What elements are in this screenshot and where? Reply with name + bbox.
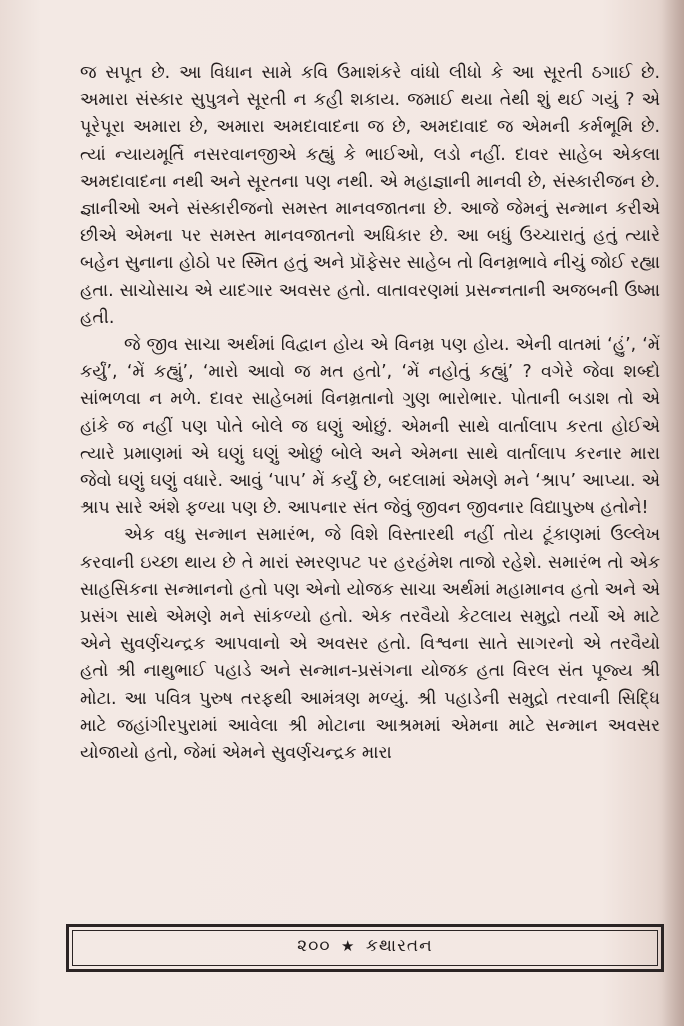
star-icon: ★ (341, 937, 356, 955)
paragraph-3: એક વધુ સન્માન સમારંભ, જે વિશે વિસ્તારથી નહીં તોય ટૂંકાણમાં ઉલ્લેખ કરવાની ઇચ્છા થાય છે તે મારાં સ્મરણપટ પર હરહંમેશ તાજો રહેશે. સમારંભ તો એક સાહસિકના સન્માનનો હતો પણ એનો યોજક સાચા અર્થમાં મહામાનવ હતો અને એ પ્રસંગ સાથે એમણે મને સાંકળ્યો હતો. એક તરવૈયો કેટલાય સમુદ્રો તર્યો એ માટે એને સુવર્ણચન્દ્રક આપવાનો એ અવસર હતો. વિશ્વના સાતે સાગરનો એ તરવૈયો હતો શ્રી નાથુભાઈ પહાડે અને સન્માન-પ્રસંગના યોજક હતા વિરલ સંત પૂજ્ય શ્રી મોટા. આ પવિત્ર પુરુષ તરફથી આમંત્રણ મળ્યું. શ્રી પહાડેની સમુદ્રો તરવાની સિદ્ધિ માટે જહાંગીરપુરામાં આવેલા શ્રી મોટાના આશ્રમમાં એમના માટે સન્માન અવસર યોજાયો હતો, જેમાં એમને સુવર્ણચન્દ્રક મારા (80, 525, 660, 764)
page-number: ૨૦૦ (297, 936, 331, 956)
page-edge-shadow (662, 0, 684, 1026)
footer-line (69, 936, 661, 956)
paragraph-1: જ સપૂત છે. આ વિધાન સામે કવિ ઉમાશંકરે વાંધો લીધો કે આ સૂરતી ઠગાઈ છે. અમારા સંસ્કાર સુપુત્રને સૂરતી ન કહી શકાય. જમાઈ થયા તેથી શું થઈ ગયું ? એ પૂરેપૂરા અમારા છે, અમારા અમદાવાદના જ છે, અમદાવાદ જ એમની કર્મભૂમિ છે. ત્યાં ન્યાયમૂર્તિ નસરવાનજીએ કહ્યું કે ભાઈઓ, લડો નહીં. દાવર સાહેબ એકલા અમદાવાદના નથી અને સૂરતના પણ નથી. એ મહાજ્ઞાની માનવી છે, સંસ્કારીજન છે. જ્ઞાનીઓ અને સંસ્કારીજનો સમસ્ત માનવજાતના છે. આજે જેમનું સન્માન કરીએ છીએ એમના પર સમસ્ત માનવજાતનો અધિકાર છે. આ બધું ઉચ્ચારાતું હતું ત્યારે બહેન સુનાના હોઠો પર સ્મિત હતું અને પ્રૉફેસર સાહેબ તો વિનમ્રભાવે નીચું જોઈ રહ્યા હતા. સાચોસાચ એ યાદગાર અવસર હતો. વાતાવરણમાં પ્રસન્નતાની અજબની ઉષ્મા હતી. (80, 63, 660, 328)
body-text (80, 60, 660, 767)
paragraph-2: જે જીવ સાચા અર્થમાં વિદ્વાન હોય એ વિનમ્ર પણ હોય. એની વાતમાં ‘હું’, ‘મેં કર્યું’, ‘મેં કહ્યું’, ‘મારો આવો જ મત હતો’, ‘મેં નહોતું કહ્યું’ ? વગેરે જેવા શબ્દો સાંભળવા ન મળે. દાવર સાહેબમાં વિનમ્રતાનો ગુણ ભારોભાર. પોતાની બડાશ તો એ હાંકે જ નહીં પણ પોતે બોલે જ ઘણું ઓછું. એમની સાથે વાર્તાલાપ કરતા હોઈએ ત્યારે પ્રમાણમાં એ ઘણું ઘણું ઓછું બોલે અને એમના સાથે વાર્તાલાપ કરનાર મારા જેવો ઘણું ઘણું વધારે. આવું ‘પાપ’ મેં કર્યું છે, બદલામાં એમણે મને ‘શ્રાપ’ આપ્યા. એ શ્રાપ સારે અંશે ફળ્યા પણ છે. આપનાર સંત જેવું જીવન જીવનાર વિદ્યાપુરુષ હતોને! (80, 335, 660, 519)
page-footer (66, 924, 664, 972)
book-title: કથારતન (365, 936, 433, 956)
